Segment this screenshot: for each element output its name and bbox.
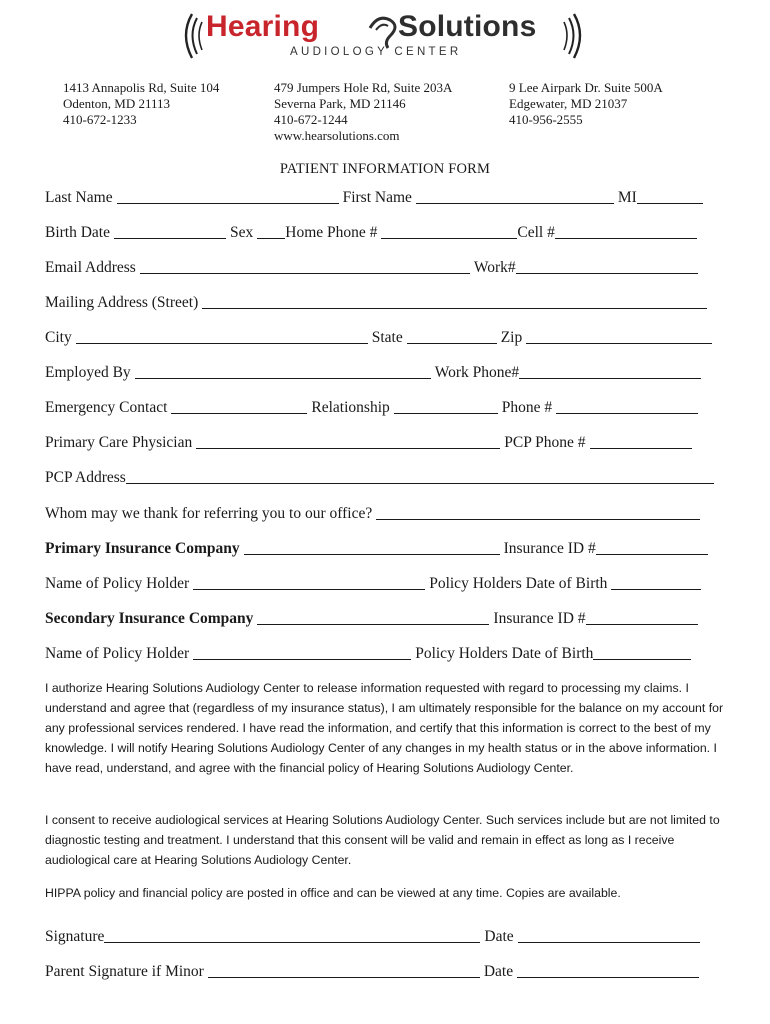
primary-insurance-label: Primary Insurance Company — [45, 540, 240, 557]
city-row — [45, 326, 712, 348]
last-name-field[interactable] — [117, 203, 339, 204]
home-phone-field[interactable] — [381, 238, 517, 239]
form-title: PATIENT INFORMATION FORM — [279, 161, 491, 177]
website-link[interactable]: www.hearsolutions.com — [274, 128, 400, 143]
work-phone-label: Work Phone# — [434, 364, 520, 381]
pcp-address-row — [45, 466, 714, 488]
zip-field[interactable] — [526, 343, 712, 344]
secondary-policy-holder-dob-field[interactable] — [593, 659, 691, 660]
mi-field[interactable] — [637, 203, 703, 204]
parent-signature-row — [45, 960, 699, 982]
secondary-policy-holder-dob-label: Policy Holders Date of Birth — [415, 645, 594, 662]
policy-holder-dob-field[interactable] — [611, 589, 701, 590]
pcp-field[interactable] — [196, 448, 500, 449]
work-field[interactable] — [516, 273, 698, 274]
state-field[interactable] — [407, 343, 497, 344]
phone-number: 410-956-2555 — [509, 112, 583, 127]
secondary-insurance-row — [45, 607, 698, 629]
primary-insurance-field[interactable] — [244, 554, 500, 555]
phone-number: 410-672-1233 — [63, 112, 137, 127]
signature-date-field[interactable] — [518, 942, 700, 943]
pcp-row — [45, 431, 692, 453]
sex-label: Sex — [230, 224, 254, 241]
signature-row — [45, 925, 700, 947]
secondary-policy-holder-row — [45, 642, 691, 664]
signature-field[interactable] — [104, 942, 480, 943]
secondary-insurance-field[interactable] — [257, 624, 489, 625]
parent-date-field[interactable] — [517, 977, 699, 978]
address-line: Severna Park, MD 21146 — [274, 96, 406, 111]
phone-field[interactable] — [556, 413, 698, 414]
insurance-id-label: Insurance ID # — [503, 540, 596, 557]
city-field[interactable] — [76, 343, 368, 344]
policy-holder-label: Name of Policy Holder — [45, 575, 190, 592]
insurance-id-field[interactable] — [596, 554, 708, 555]
office-address-odenton — [63, 80, 219, 128]
state-label: State — [371, 329, 403, 346]
cell-label: Cell # — [517, 224, 555, 241]
secondary-insurance-label: Secondary Insurance Company — [45, 610, 254, 627]
zip-label: Zip — [500, 329, 523, 346]
signature-label: Signature — [45, 928, 105, 945]
phone-number: 410-672-1244 — [274, 112, 348, 127]
address-line: Edgewater, MD 21037 — [509, 96, 628, 111]
email-label: Email Address — [45, 259, 136, 276]
secondary-insurance-id-label: Insurance ID # — [493, 610, 586, 627]
address-line: 9 Lee Airpark Dr. Suite 500A — [509, 80, 663, 95]
address-line: Odenton, MD 21113 — [63, 96, 171, 111]
phone-label: Phone # — [501, 399, 553, 416]
pcp-phone-field[interactable] — [590, 448, 692, 449]
mailing-address-field[interactable] — [202, 308, 707, 309]
pcp-phone-label: PCP Phone # — [504, 434, 586, 451]
pcp-address-label: PCP Address — [45, 469, 126, 486]
company-logo — [178, 6, 588, 64]
parent-signature-label: Parent Signature if Minor — [45, 963, 204, 980]
name-row — [45, 186, 703, 208]
referral-label: Whom may we thank for referring you to our office? — [45, 505, 373, 522]
first-name-field[interactable] — [416, 203, 614, 204]
relationship-field[interactable] — [394, 413, 498, 414]
logo-word-hearing: Hearing — [206, 10, 320, 43]
mailing-row — [45, 291, 707, 313]
secondary-insurance-id-field[interactable] — [586, 624, 698, 625]
home-phone-label: Home Phone # — [285, 224, 378, 241]
secondary-policy-holder-label: Name of Policy Holder — [45, 645, 190, 662]
policy-holder-field[interactable] — [193, 589, 425, 590]
birth-row — [45, 221, 697, 243]
office-address-edgewater — [509, 80, 663, 128]
logo-word-solutions: Solutions — [398, 10, 537, 43]
pcp-address-field[interactable] — [126, 483, 714, 484]
address-line: 1413 Annapolis Rd, Suite 104 — [63, 80, 220, 95]
policy-holder-row — [45, 572, 701, 594]
first-name-label: First Name — [342, 189, 412, 206]
mi-label: MI — [617, 189, 637, 206]
email-row — [45, 256, 698, 278]
emergency-contact-field[interactable] — [171, 413, 307, 414]
signature-date-label: Date — [484, 928, 514, 945]
emergency-row — [45, 396, 698, 418]
consent-paragraph: I consent to receive audiological services at Hearing Solutions Audiology Center. Such services include but are not limited to diagnostic testing and treatment. I understand that this consent will be valid and remain in effect as long as I receive audiological care at Hearing Solutions Audiology Center. — [45, 813, 720, 867]
pcp-label: Primary Care Physician — [45, 434, 193, 451]
mailing-address-label: Mailing Address (Street) — [45, 294, 199, 311]
referral-row — [45, 502, 700, 524]
authorization-paragraph: I authorize Hearing Solutions Audiology Center to release information requested with regard to processing my claims. I understand and agree that (regardless of my insurance status), I am ultimately responsible for the balance on my account for any professional services rendered. I have read the information, and certify that this information is correct to the best of my knowledge. I will notify Hearing Solutions Audiology Center of any changes in my health status or in the above information. I have read, understand, and agree with the financial policy of Hearing Solutions Audiology Center. — [45, 681, 724, 775]
employed-by-field[interactable] — [135, 378, 431, 379]
parent-date-label: Date — [483, 963, 514, 980]
work-label: Work# — [473, 259, 516, 276]
hippa-paragraph: HIPPA policy and financial policy are posted in office and can be viewed at any time. Copies are available. — [45, 886, 621, 900]
email-field[interactable] — [140, 273, 470, 274]
employed-by-label: Employed By — [45, 364, 131, 381]
emergency-contact-label: Emergency Contact — [45, 399, 168, 416]
employer-row — [45, 361, 701, 383]
office-address-severna-park — [274, 80, 452, 144]
secondary-policy-holder-field[interactable] — [193, 659, 411, 660]
last-name-label: Last Name — [45, 189, 113, 206]
policy-holder-dob-label: Policy Holders Date of Birth — [429, 575, 608, 592]
sex-field[interactable] — [257, 238, 285, 239]
address-line: 479 Jumpers Hole Rd, Suite 203A — [274, 80, 453, 95]
birth-date-field[interactable] — [114, 238, 226, 239]
logo-subtitle: AUDIOLOGY CENTER — [290, 46, 462, 58]
birth-date-label: Birth Date — [45, 224, 110, 241]
parent-signature-field[interactable] — [208, 977, 480, 978]
primary-insurance-row — [45, 537, 708, 559]
cell-field[interactable] — [555, 238, 697, 239]
referral-field[interactable] — [376, 519, 700, 520]
city-label: City — [45, 329, 72, 346]
work-phone-field[interactable] — [519, 378, 701, 379]
relationship-label: Relationship — [311, 399, 390, 416]
